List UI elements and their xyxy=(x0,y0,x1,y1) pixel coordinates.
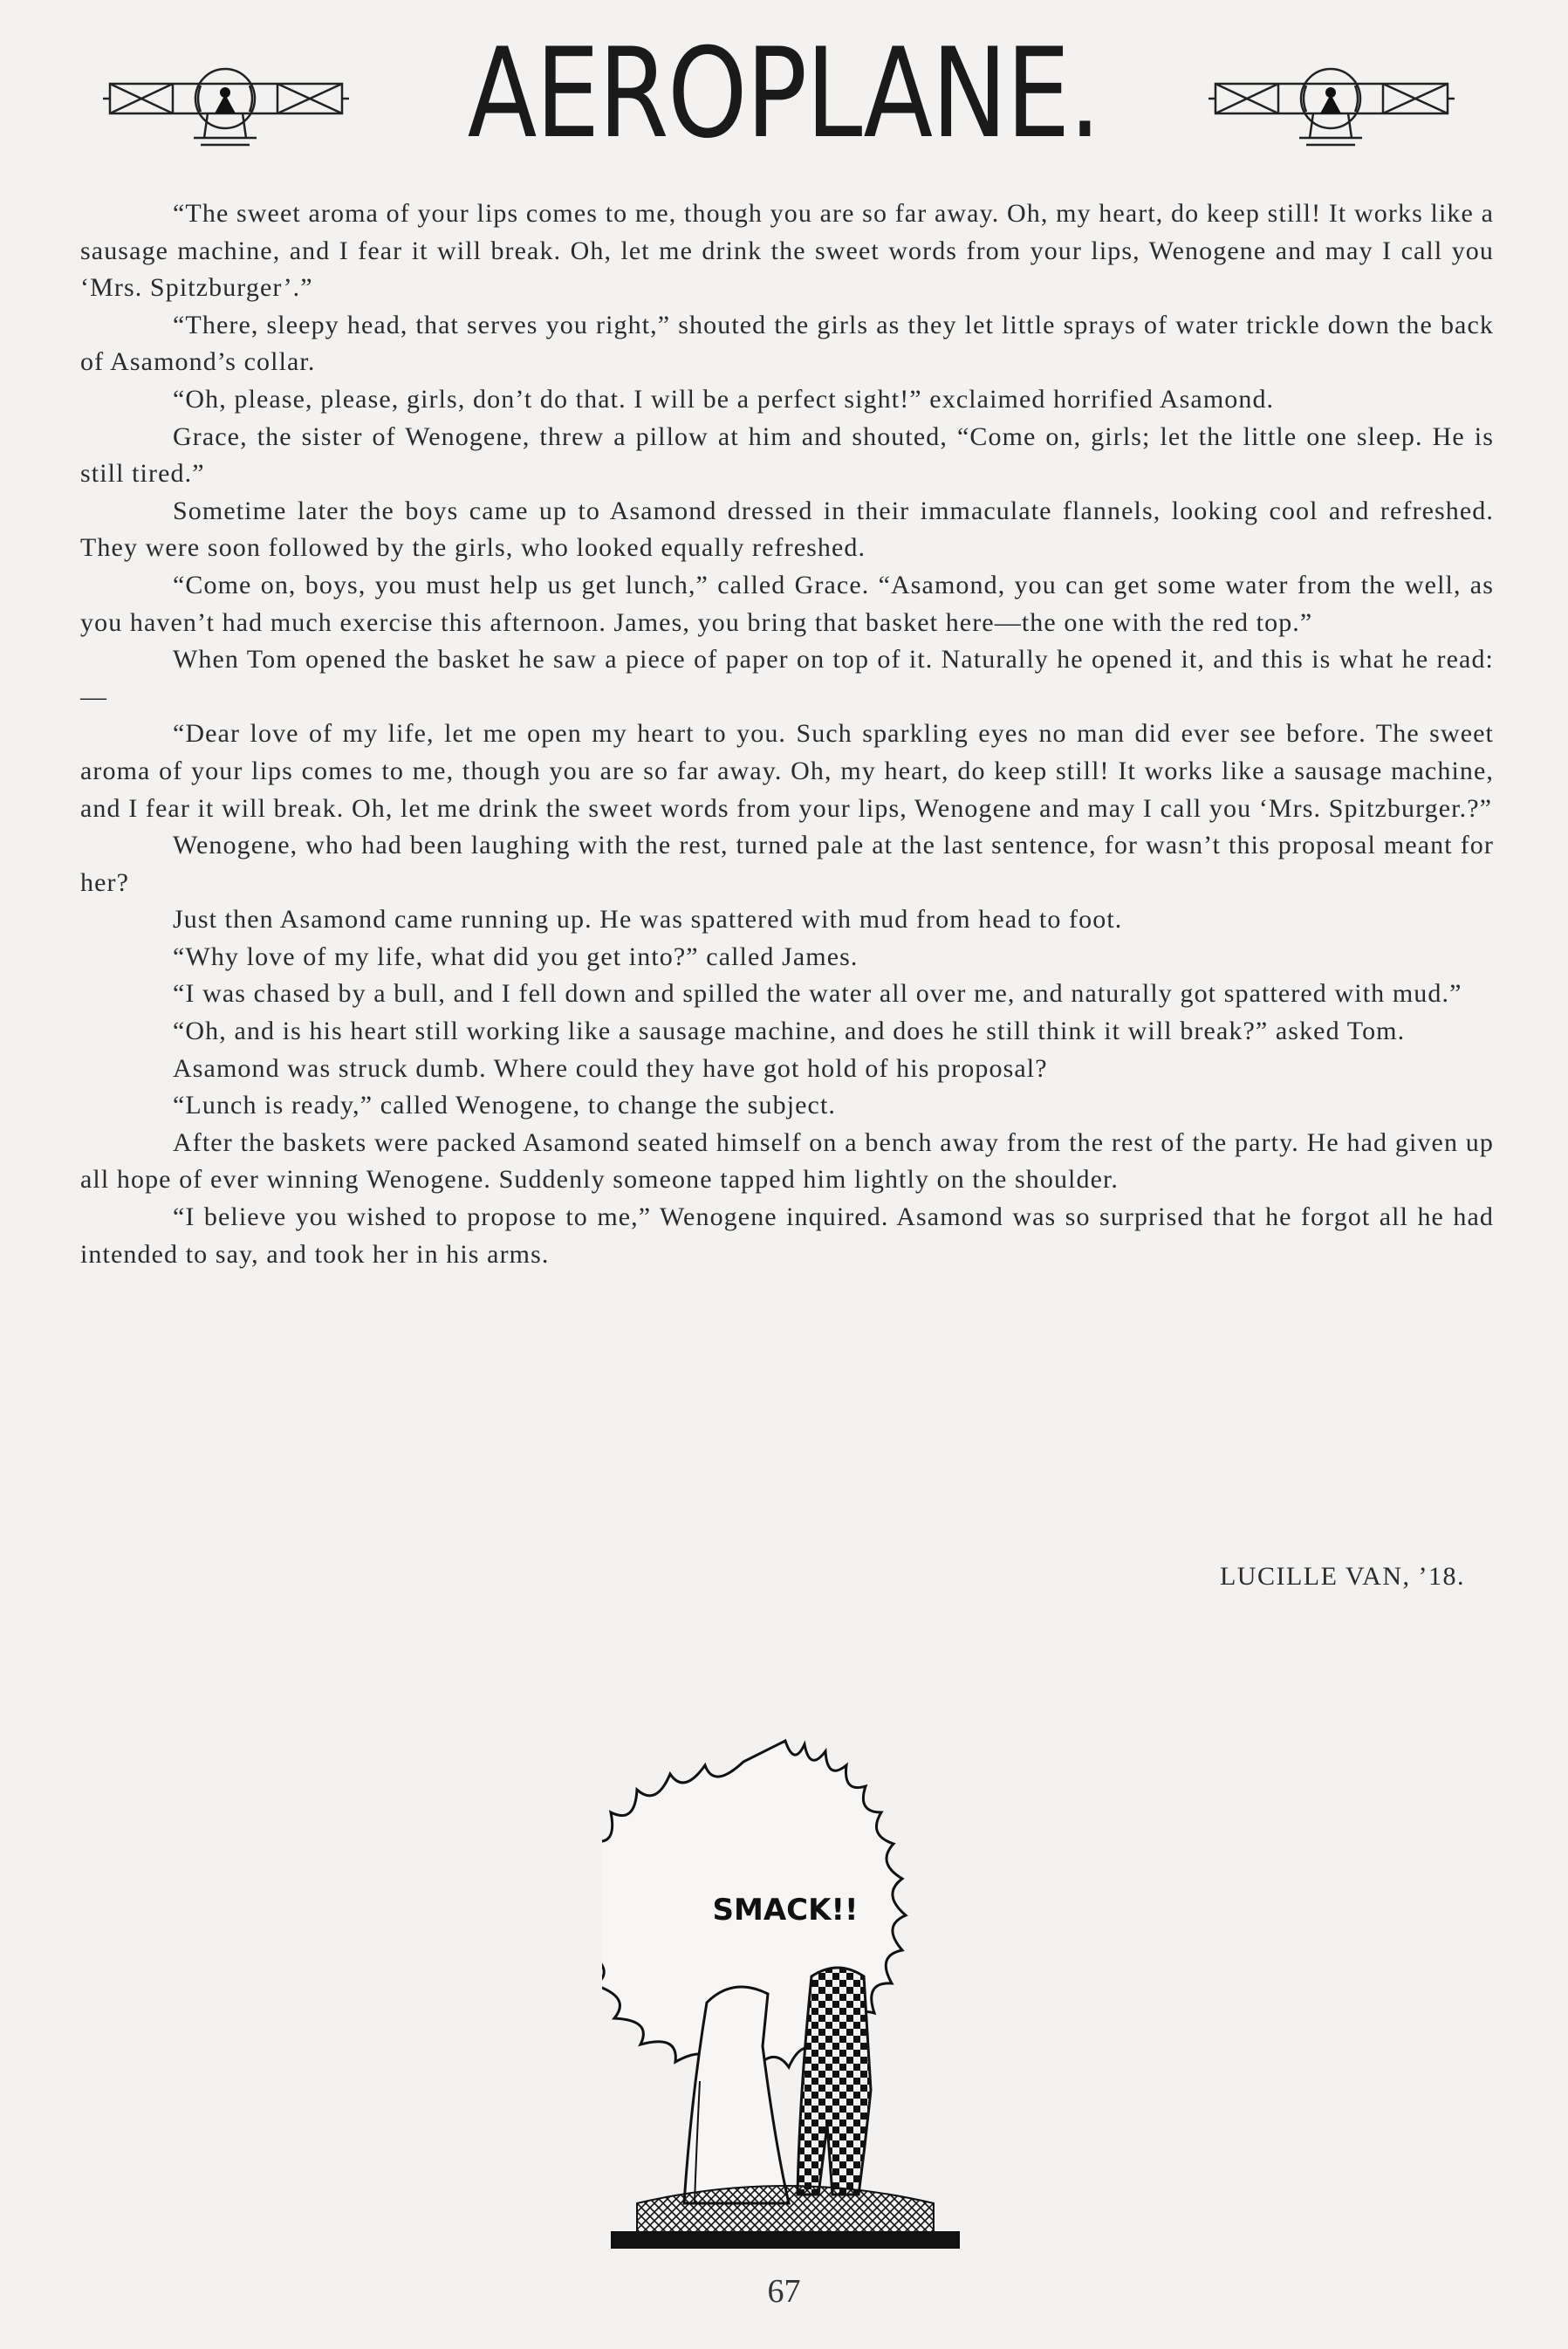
biplane-icon xyxy=(1209,59,1455,155)
paragraph: Just then Asamond came running up. He was spattered with mud from head to foot. xyxy=(173,905,1123,935)
paragraph: Wenogene, who had been laughing with the rest, turned pale at the last sentence, for wasn’t this proposal meant for her? xyxy=(80,831,1494,897)
story-text xyxy=(80,195,1494,1273)
masthead xyxy=(0,22,1568,166)
paragraph: “The sweet aroma of your lips comes to me, though you are so far away. Oh, my heart, do keep still! It works like a sausage machine, and I fear it will break. Oh, let me drink the sweet words from your lips, Wenogene and may I call you ‘Mrs. Spitzburger’.” xyxy=(80,199,1494,303)
paragraph: Sometime later the boys came up to Asamond dressed in their immaculate flannels, looking cool and refreshed. They were soon followed by the girls, who looked equally refreshed. xyxy=(80,496,1494,563)
paragraph: “Come on, boys, you must help us get lunch,” called Grace. “Asamond, you can get some water from the well, as you haven’t had much exercise this afternoon. James, you bring that basket here—the one with the red top.” xyxy=(80,570,1494,637)
page-title: AEROPLANE. xyxy=(467,22,1100,166)
paragraph: “I was chased by a bull, and I fell down and spilled the water all over me, and naturally got spattered with mud.” xyxy=(173,979,1462,1009)
biplane-icon xyxy=(103,59,349,155)
kissing-couple-cartoon xyxy=(602,1715,969,2256)
paragraph: “I believe you wished to propose to me,” Wenogene inquired. Asamond was so surprised that he forgot all he had intended to say, and took her in his arms. xyxy=(80,1202,1494,1269)
paragraph: Asamond was struck dumb. Where could they have got hold of his proposal? xyxy=(173,1053,1048,1083)
smack-caption: SMACK!! xyxy=(712,1893,859,1928)
paragraph: Grace, the sister of Wenogene, threw a pillow at him and shouted, “Come on, girls; let the little one sleep. He is still tired.” xyxy=(80,421,1494,489)
paragraph: After the baskets were packed Asamond seated himself on a bench away from the rest of the party. He had given up all hope of ever winning Wenogene. Suddenly someone tapped him lightly on the shoulder. xyxy=(80,1127,1494,1195)
paragraph: “Oh, and is his heart still working like a sausage machine, and does he still think it will break?” asked Tom. xyxy=(173,1017,1406,1046)
paragraph: When Tom opened the basket he saw a piece of paper on top of it. Naturally he opened it, and this is what he read:— xyxy=(80,645,1494,711)
page-number: 67 xyxy=(767,2273,801,2310)
paragraph: “There, sleepy head, that serves you right,” shouted the girls as they let little sprays of water trickle down the back of Asamond’s collar. xyxy=(80,310,1494,377)
paragraph: “Dear love of my life, let me open my heart to you. Such sparkling eyes no man did ever see before. The sweet aroma of your lips comes to me, though you are so far away. Oh, my heart, do keep still! It works like a sausage machine, and I fear it will break. Oh, let me drink the sweet words from your lips, Wenogene and may I call you ‘Mrs. Spitzburger.?” xyxy=(80,719,1494,823)
paragraph: “Why love of my life, what did you get into?” called James. xyxy=(173,942,859,971)
author-byline: LUCILLE VAN, ’18. xyxy=(1219,1562,1465,1591)
paragraph: “Lunch is ready,” called Wenogene, to change the subject. xyxy=(173,1091,836,1120)
paragraph: “Oh, please, please, girls, don’t do that. I will be a perfect sight!” exclaimed horrified Asamond. xyxy=(173,384,1275,414)
